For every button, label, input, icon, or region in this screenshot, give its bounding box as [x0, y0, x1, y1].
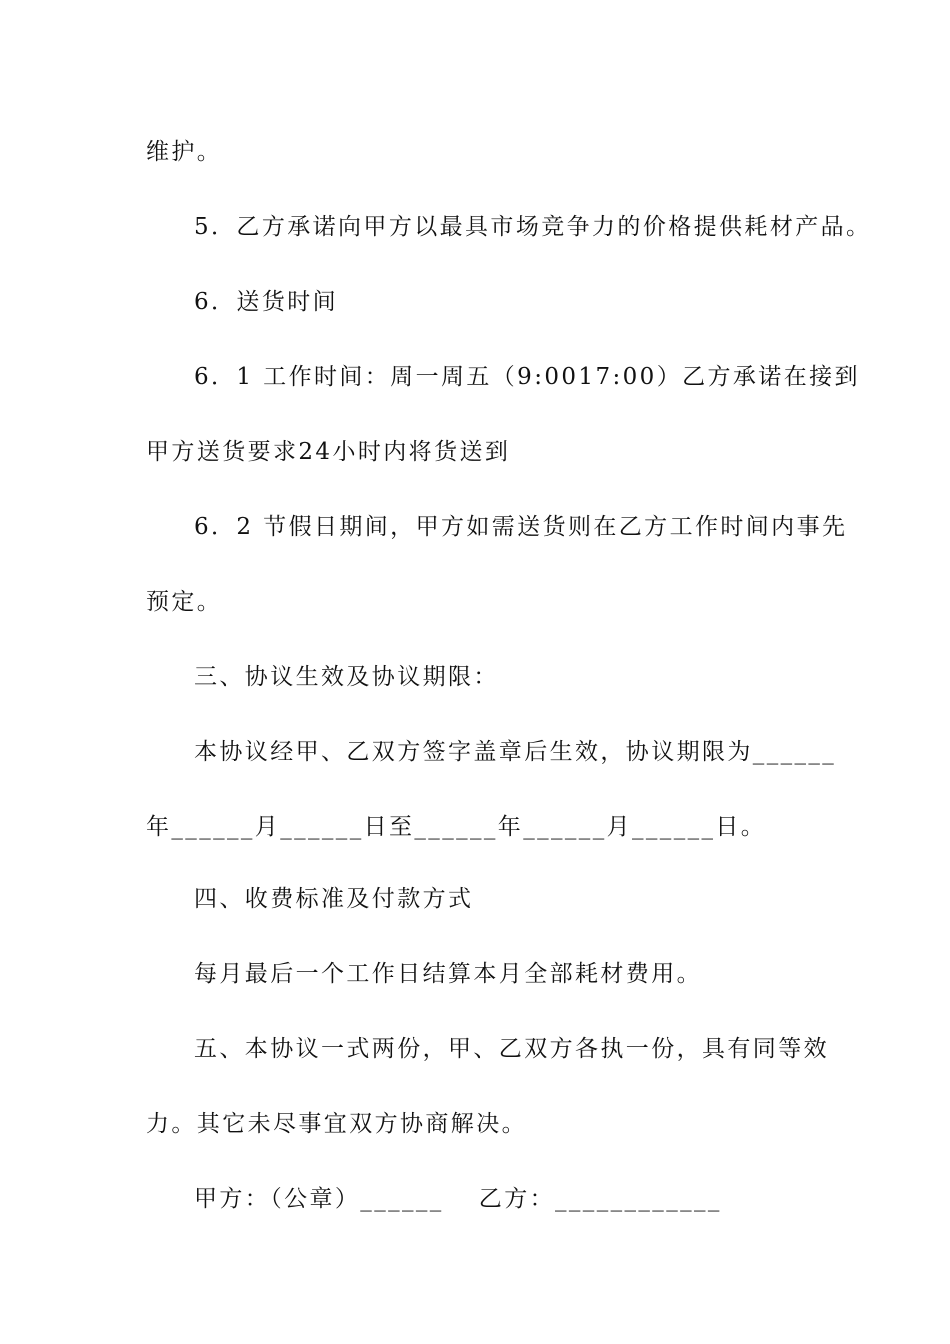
section-heading-fees-payment: 四、收费标准及付款方式 [194, 886, 474, 912]
section-heading-effect-term: 三、协议生效及协议期限： [194, 664, 499, 690]
text-line-clause-6-2-cont: 预定。 [146, 589, 223, 615]
text-line-copies-cont: 力。其它未尽事宜双方协商解决。 [146, 1111, 527, 1137]
text-line-effect-term: 本协议经甲、乙双方签字盖章后生效，协议期限为______ [194, 739, 837, 765]
text-line-maintenance: 维护。 [146, 139, 223, 165]
signature-line: 甲方：（公章）______ 乙方：____________ [194, 1186, 722, 1212]
text-line-delivery-time-heading: 6．送货时间 [194, 289, 339, 315]
text-line-clause-6-2: 6．2 节假日期间，甲方如需送货则在乙方工作时间内事先 [194, 514, 848, 540]
text-line-effect-term-dates: 年______月______日至______年______月______日。 [146, 814, 767, 840]
text-line-clause-6-1: 6．1 工作时间：周一周五（9:0017:00）乙方承诺在接到 [194, 364, 860, 390]
text-line-clause-5: 5．乙方承诺向甲方以最具市场竞争力的价格提供耗材产品。 [194, 214, 872, 240]
section-heading-copies: 五、本协议一式两份，甲、乙双方各执一份，具有同等效 [194, 1036, 829, 1062]
text-line-monthly-settlement: 每月最后一个工作日结算本月全部耗材费用。 [194, 961, 702, 987]
text-line-clause-6-1-cont: 甲方送货要求24小时内将货送到 [146, 439, 511, 465]
